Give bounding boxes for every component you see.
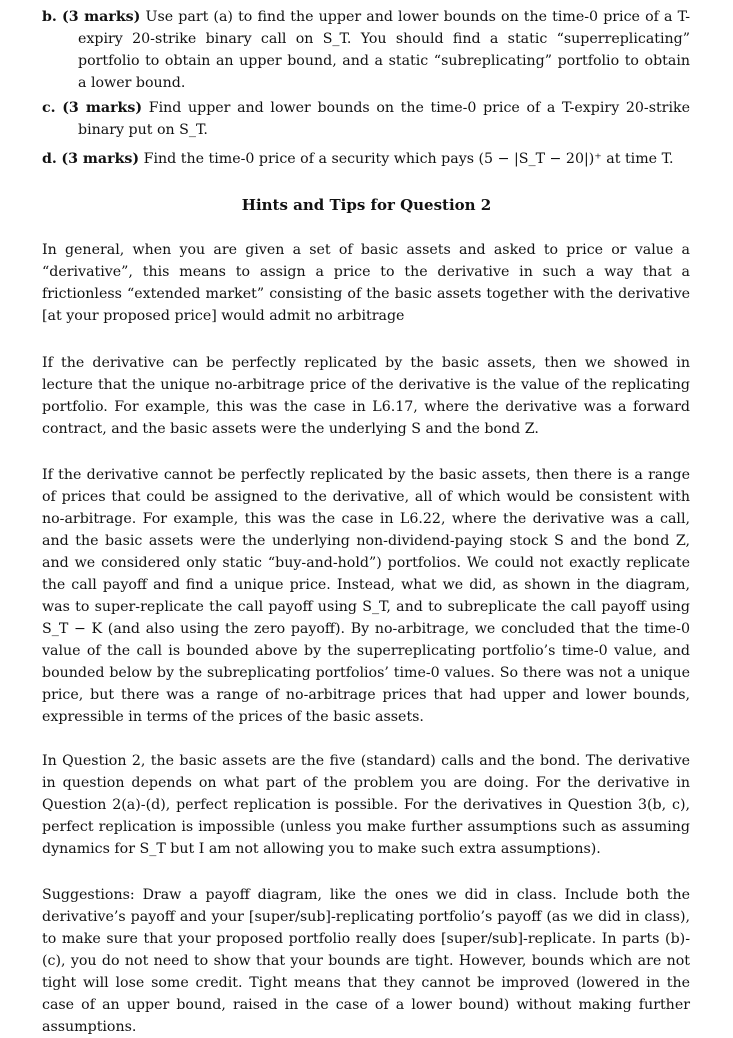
part-marks: (3 marks)	[62, 100, 143, 116]
paragraph-no-replication: If the derivative cannot be perfectly replicated by the basic assets, then there is a range of prices that could be assigned to the derivative, all of which would be consistent with no-arbitrage. For example, this was the case in L6.22, where the derivative was a call, and the basic assets were the underlying non-dividend-paying stock S and the bond Z, and we considered only static “buy-and-hold”) portfolios. We could not exactly replicate the call payoff and find a unique price. Instead, what we did, as shown in the diagram, was to super-replicate the call payoff using S_T, and to subreplicate the call payoff using S_T − K (and also using the zero payoff). By no-arbitrage, we concluded that the time-0 value of the call is bounded above by the superreplicating portfolio’s time-0 value, and bounded below by the subreplicating portfolios’ time-0 values. So there was not a unique price, but there was a range of no-arbitrage prices that had upper and lower bounds, expressible in terms of the prices of the basic assets.	[42, 467, 690, 725]
question-part-c	[42, 97, 690, 141]
part-letter: b.	[42, 9, 57, 25]
paragraph-general: In general, when you are given a set of basic assets and asked to price or value a “derivative”, this means to assign a price to the derivative in such a way that a frictionless “extended market” consisting of the basic assets together with the derivative [at your proposed price] would admit no arbitrage	[42, 242, 690, 324]
hints-heading: Hints and Tips for Question 2	[241, 196, 492, 214]
part-text: Use part (a) to find the upper and lower bounds on the time-0 price of a T-expiry 20-strike binary call on S_T. You should find a static “superreplicating” portfolio to obtain an upper bound, and a static “subreplicating” portfolio to obtain a lower bound.	[78, 9, 691, 91]
part-marks: (3 marks)	[61, 151, 140, 167]
part-marks: (3 marks)	[62, 9, 141, 25]
paragraph-replication: If the derivative can be perfectly replicated by the basic assets, then we showed in lecture that the unique no-arbitrage price of the derivative is the value of the replicating portfolio. For example, this was the case in L6.17, where the derivative was a forward contract, and the basic assets were the underlying S and the bond Z.	[42, 355, 690, 437]
part-text: Find the time-0 price of a security which pays (5 − |S_T − 20|)⁺ at time T.	[143, 151, 674, 167]
part-letter: c.	[42, 100, 56, 116]
question-part-b	[42, 6, 690, 94]
paragraph-question-2: In Question 2, the basic assets are the five (standard) calls and the bond. The derivative in question depends on what part of the problem you are doing. For the derivative in Question 2(a)-(d), perfect replication is possible. For the derivatives in Question 3(b, c), perfect replication is impossible (unless you make further assumptions such as assuming dynamics for S_T but I am not allowing you to make such extra assumptions).	[42, 753, 690, 857]
question-part-d	[42, 148, 690, 170]
paragraph-suggestions: Suggestions: Draw a payoff diagram, like the ones we did in class. Include both the derivative’s payoff and your [super/sub]-replicating portfolio’s payoff (as we did in class), to make sure that your proposed portfolio really does [super/sub]-replicate. In parts (b)-(c), you do not need to show that your bounds are tight. However, bounds which are not tight will lose some credit. Tight means that they cannot be improved (lowered in the case of an upper bound, raised in the case of a lower bound) without making further assumptions.	[42, 887, 690, 1035]
part-text: Find upper and lower bounds on the time-0 price of a T-expiry 20-strike binary put on S_T.	[78, 100, 690, 138]
part-letter: d.	[42, 151, 57, 167]
